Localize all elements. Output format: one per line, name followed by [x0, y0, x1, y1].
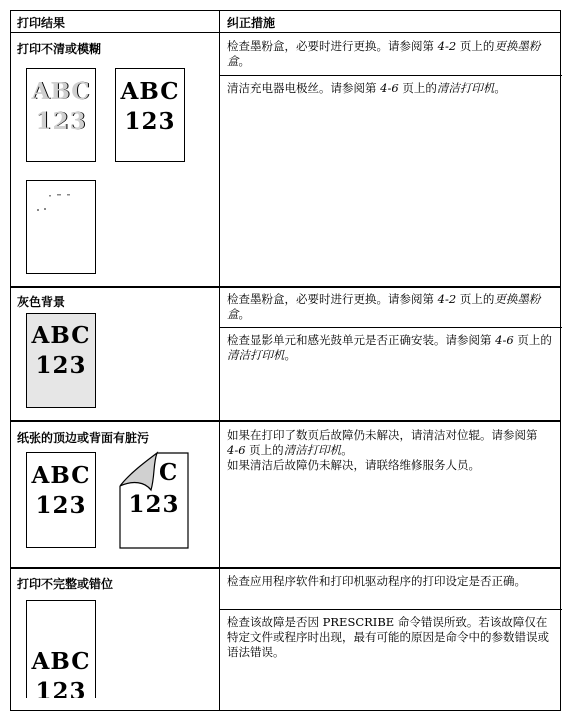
divider — [219, 609, 562, 610]
remedy-4-2: 检查该故障是否因 PRESCRIBE 命令错误所致。若该故障仅在特定文件或程序时出现，最有可能的原因是命令中的参数错误或语法错误。 — [227, 615, 549, 659]
header-print-result: 打印结果 — [17, 16, 66, 30]
divider — [219, 75, 562, 76]
row-divider — [11, 567, 560, 569]
remedy-4-1: 检查应用程序软件和打印机驱动程序的打印设定是否正确。 — [227, 574, 526, 588]
row-divider — [11, 420, 560, 422]
sample-page-nearly-blank — [26, 180, 96, 274]
sample-page-dirty: ABC 123 — [26, 452, 96, 548]
row-title-dirty-edge: 纸张的顶边或背面有脏污 — [17, 431, 150, 445]
sample-page-faded: ABC 123 — [26, 68, 96, 162]
sample-page-curled: C 123 — [119, 452, 189, 548]
remedy-3-1: 如果在打印了数页后故障仍未解决，请清洁对位辊。请参阅第 4-6 页上的清洁打印机。 如果清洁后故障仍未解决，请联络维修服务人员。 — [227, 428, 538, 472]
table-header — [11, 11, 560, 33]
header-corrective-action: 纠正措施 — [227, 16, 276, 30]
remedy-2-1: 检查墨粉盒，必要时进行更换。请参阅第 4-2 页上的更换墨粉盒。 — [227, 292, 541, 321]
faint-marks-icon — [27, 185, 95, 225]
sample-page-normal: ABC 123 — [115, 68, 185, 162]
sample-page-cut: ABC 123 — [26, 600, 96, 698]
row-title-grey-background: 灰色背景 — [17, 295, 66, 309]
divider — [219, 327, 562, 328]
curled-letter: C — [159, 459, 178, 486]
row-title-incomplete: 打印不完整或错位 — [17, 577, 114, 591]
sample-page-grey: ABC 123 — [26, 313, 96, 408]
remedy-1-1: 检查墨粉盒，必要时进行更换。请参阅第 4-2 页上的更换墨粉盒。 — [227, 39, 541, 68]
row-divider — [11, 286, 560, 288]
row-title-blurry: 打印不清或模糊 — [17, 42, 102, 56]
remedy-1-2: 清洁充电器电极丝。请参阅第 4-6 页上的清洁打印机。 — [227, 81, 506, 95]
troubleshooting-table — [10, 10, 561, 711]
column-divider — [219, 11, 220, 710]
remedy-2-2: 检查显影单元和感光鼓单元是否正确安装。请参阅第 4-6 页上的清洁打印机。 — [227, 333, 552, 362]
